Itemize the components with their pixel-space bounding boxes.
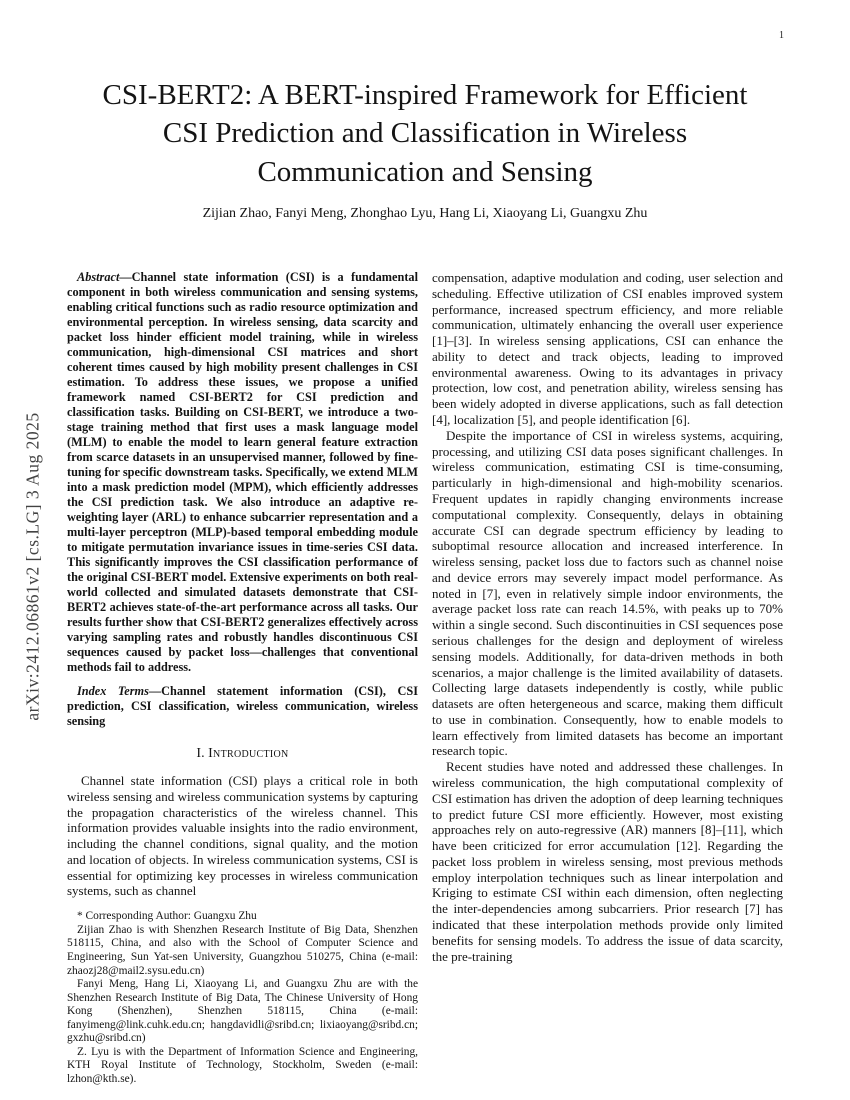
body-paragraph: compensation, adaptive modulation and coding, user selection and scheduling. Effective utilization of CSI enables improved system performance, increased spectrum efficiency, and more reliable communication, ultimately enhancing the overall user experience [1]–[3]. In wireless sensing applications, CSI can enhance the ability to detect and track objects, leading to improved environmental awareness. Owing to its advantages in privacy protection, low cost, and penetration ability, wireless sensing has been widely adopted in diverse applications, such as fall detection [4], localization [5], and people identification [6].: [432, 270, 783, 428]
paper-title: CSI-BERT2: A BERT-inspired Framework for Efficient CSI Prediction and Classification in Wireless Communication and Sensing: [102, 79, 748, 188]
section-title: Introduction: [208, 746, 289, 761]
body-paragraph: Recent studies have noted and addressed these challenges. In wireless communication, the high computational complexity of CSI estimation has driven the adoption of deep learning techniques to predict future CSI more efficiently. However, most existing approaches rely on auto-regressive (AR) manners [8]–[11], which have been criticized for error accumulation [12]. Regarding the packet loss problem in wireless sensing, most previous methods employ interpolation techniques such as linear interpolation and Kriging to estimate CSI within each dimension, often neglecting the inter-dependencies among subcarriers. Prior research [7] has indicated that these interpolation methods provide only limited benefits for sensing models. To address the issue of data scarcity, the pre-training: [432, 759, 783, 964]
section-number: I.: [196, 746, 205, 761]
index-terms: [67, 684, 418, 729]
abstract-text: —Channel state information (CSI) is a fundamental component in both wireless communication and sensing systems, enabling critical functions such as radio resource optimization and environmental perception. In wireless sensing, data scarcity and packet loss hinder efficient model training, while in wireless communication, high-dimensional CSI matrices and short coherent times caused by high mobility present challenges in CSI estimation. To address these issues, we propose a unified framework named CSI-BERT2 for CSI prediction and classification tasks. Building on CSI-BERT, we introduce a two-stage training method that first uses a mask language model (MLM) to enable the model to learn general feature extraction from scarce datasets in an unsupervised manner, followed by fine-tuning for specific downstream tasks. Specifically, we extend MLM into a mask prediction model (MPM), which efficiently addresses the CSI prediction task. We also introduce an adaptive re-weighting layer (ARL) to enhance subcarrier representation and a multi-layer perceptron (MLP)-based temporal embedding module to mitigate permutation invariance issues in time-series CSI data. This significantly improves the CSI classification performance of the original CSI-BERT model. Extensive experiments on both real-world collected and simulated datasets demonstrate that CSI-BERT2 achieves state-of-the-art performance across all tasks. Our results further show that CSI-BERT2 generalizes effectively across varying sampling rates and robustly handles discontinuous CSI sequences caused by packet loss—challenges that conventional methods fail to address.: [67, 270, 418, 674]
footnote-affiliation-2: Fanyi Meng, Hang Li, Xiaoyang Li, and Guangxu Zhu are with the Shenzhen Research Institute of Big Data, The Chinese University of Hong Kong (Shenzhen), Shenzhen 518115, China (e-mail: fanyimeng@link.cuhk.edu.cn; hangdavidli@sribd.cn; lixiaoyang@sribd.cn; gxzhu@sribd.cn): [67, 978, 418, 1045]
index-terms-label: Index Terms: [77, 684, 149, 698]
footnote-affiliation-1: Zijian Zhao is with Shenzhen Research Institute of Big Data, Shenzhen 518115, China, and also with the School of Computer Science and Engineering, Sun Yat-sen University, Guangzhou 510275, China (e-mail: zhaozj28@mail2.sysu.edu.cn): [67, 923, 418, 977]
right-column: [432, 270, 783, 1087]
abstract-label: Abstract: [77, 270, 120, 284]
page-number: 1: [779, 30, 784, 41]
index-terms-text: —Channel statement information (CSI), CSI prediction, CSI classification, wireless communication, wireless sensing: [67, 684, 418, 728]
two-column-body: [67, 270, 783, 1087]
abstract: [67, 270, 418, 675]
footnote-corresponding-author: * Corresponding Author: Guangxu Zhu: [77, 910, 257, 923]
title-block: [0, 76, 850, 222]
left-column: [67, 270, 418, 1087]
footnotes: [67, 910, 418, 1086]
arxiv-watermark: arXiv:2412.06861v2 [cs.LG] 3 Aug 2025: [22, 412, 43, 721]
footnote-affiliation-3: Z. Lyu is with the Department of Information Science and Engineering, KTH Royal Institute of Technology, Stockholm, Sweden (e-mail: lzhon@kth.se).: [67, 1045, 418, 1085]
body-paragraph: Despite the importance of CSI in wireless systems, acquiring, processing, and utilizing CSI data poses significant challenges. In wireless communication, estimating CSI is time-consuming, particularly in high-dimensional and high-mobility scenarios. Frequent updates in rapidly changing environments increase computational complexity. Consequently, delays in obtaining accurate CSI can degrade spectrum efficiency by leading to suboptimal resource allocation and increased interference. In wireless sensing, packet loss due to factors such as channel noise and device errors may severely impact model performance. As noted in [7], even in relatively simple indoor environments, the average packet loss rate can reach 14.5%, with peaks up to 70% within a single second. Such discontinuities in CSI sequences pose serious challenges for the design and deployment of wireless sensing models. Additionally, for data-driven methods in both scenarios, a major challenge is the limited availability of datasets. Collecting large datasets independently is costly, while public datasets are often hetergeneous and scarce, making them difficult to use in combination. Consequently, how to enable models to learn effectively from limited datasets has become an important research topic.: [432, 427, 783, 759]
intro-paragraph: Channel state information (CSI) plays a critical role in both wireless sensing and wireless communication systems by capturing the propagation characteristics of the wireless channel. This information provides valuable insights into the radio environment, including the channel conditions, signal quality, and the motion and location of objects. In wireless communication systems, CSI is essential for optimizing key processes in wireless communication systems, such as channel: [67, 773, 418, 899]
paper-authors: Zijian Zhao, Fanyi Meng, Zhonghao Lyu, Hang Li, Xiaoyang Li, Guangxu Zhu: [202, 205, 648, 221]
section-heading-introduction: [67, 746, 418, 762]
